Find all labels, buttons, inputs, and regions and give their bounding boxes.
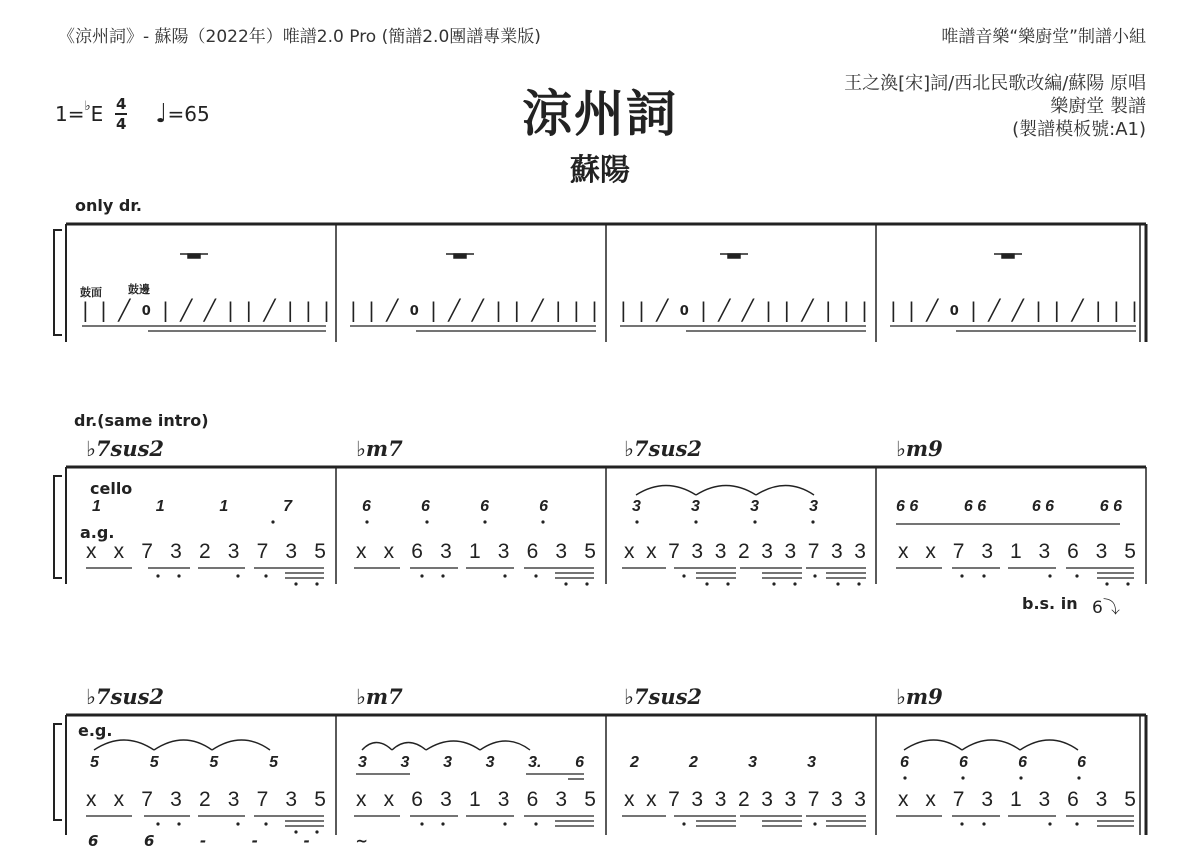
cello-bar-3 [632, 498, 818, 516]
note: 5 [314, 540, 326, 563]
drum-note: 0 [141, 304, 151, 319]
note: 6 6 [896, 498, 919, 515]
drum-label-head: 鼓面 [80, 286, 102, 299]
note: x [113, 540, 125, 563]
note: 3 [748, 754, 757, 771]
drum-note: | [513, 298, 521, 322]
drum-bar-2 [350, 298, 598, 322]
drum-note: | [554, 298, 562, 322]
drum-note: ╱ [180, 298, 193, 322]
drum-note: | [1035, 298, 1042, 322]
system-1-frame [54, 224, 1146, 342]
note: 3 [485, 754, 495, 771]
drum-note: | [227, 298, 234, 322]
note: x [86, 788, 97, 811]
note: 6 [421, 498, 430, 515]
bass-note-pickup: 6⤵ [1092, 598, 1120, 618]
note: 1 [155, 498, 165, 515]
drum-note: ╱ [1071, 298, 1084, 322]
note: 3 [170, 788, 182, 811]
note: 2 [198, 788, 211, 811]
drum-note: ╱ [386, 298, 399, 322]
drum-note: | [368, 298, 375, 322]
instrument-label-cello: cello [90, 479, 133, 498]
note: 6 [1077, 754, 1086, 771]
drum-note: | [495, 298, 502, 322]
drum-bar-4 [890, 298, 1138, 322]
note: x [925, 788, 936, 811]
drum-note: | [286, 298, 294, 322]
cutoff-row [88, 832, 368, 850]
song-title: 涼州詞 [522, 85, 678, 143]
note: 3 [691, 788, 704, 811]
note: x [646, 540, 657, 563]
note: - [303, 832, 310, 850]
note: x [113, 788, 125, 811]
drum-note: ╱ [263, 298, 276, 322]
eg-bar-4 [900, 754, 1086, 772]
note: 3 [440, 540, 452, 563]
note: 3 [1095, 788, 1108, 811]
drum-note: | [700, 298, 707, 322]
note: 3 [1038, 788, 1051, 811]
note: 1 [219, 498, 229, 515]
drum-note: ╱ [471, 298, 484, 322]
drum-note: | [245, 298, 253, 322]
cello-bar-1 [92, 498, 292, 516]
note: 5 [209, 754, 219, 771]
instrument-label-ag: a.g. [80, 523, 115, 542]
ag-bar-4 [898, 540, 1136, 564]
note: 3 [285, 540, 298, 563]
note: 3 [285, 788, 298, 811]
note: 5 [90, 754, 99, 771]
singer-name: 蘇陽 [570, 153, 630, 188]
note: 3. [528, 754, 542, 771]
note: x [624, 788, 635, 811]
note: 3 [807, 754, 816, 771]
drum-note: | [573, 298, 580, 322]
chord-symbol: ♭7sus2 [624, 436, 703, 461]
eg-bar-1 [90, 754, 278, 772]
note: 6 [362, 498, 371, 515]
note: 5 [1124, 540, 1136, 563]
eg-bar-3 [630, 754, 816, 772]
note: 6 6 [1031, 498, 1055, 515]
key-prefix: 1= [55, 102, 85, 126]
note: 3 [443, 754, 452, 771]
note: 3 [691, 498, 700, 515]
drum-note: ╱ [926, 298, 939, 322]
credit-line: (製譜模板號:A1) [1012, 119, 1146, 140]
note: 3 [497, 540, 510, 563]
note: 2 [630, 754, 639, 771]
drum-note: | [783, 298, 791, 322]
note: 6 [144, 832, 155, 850]
note: 3 [227, 540, 240, 563]
drum-note: | [970, 298, 977, 322]
chord-symbol: ♭m9 [896, 436, 943, 461]
drum-note: 0 [949, 304, 959, 319]
note: 6 6 [963, 498, 987, 515]
note: 3 [714, 540, 727, 563]
note: x [898, 540, 909, 563]
note: 6 [411, 540, 423, 563]
note: - [251, 832, 259, 850]
note: 3 [784, 540, 797, 563]
bass-in-label: b.s. in [1022, 594, 1078, 613]
note: 3 [831, 788, 843, 811]
note: 1 [468, 540, 481, 563]
credit-line: 樂廚堂 製譜 [1050, 96, 1146, 117]
note: 6 [480, 498, 489, 515]
ag-bar-1 [86, 540, 326, 564]
drum-note: | [1131, 298, 1138, 322]
note: 6 [539, 498, 548, 515]
note: x [86, 540, 97, 563]
drum-note: ╱ [1011, 298, 1024, 322]
note: 5 [584, 540, 596, 563]
drum-note: | [350, 298, 357, 322]
note: 3 [555, 540, 568, 563]
note: 7 [256, 540, 269, 563]
note: 5 [314, 788, 326, 811]
note: x [356, 540, 367, 563]
note: 1 [1009, 540, 1022, 563]
note: 6 [1067, 788, 1079, 811]
chord-symbol: ♭m7 [356, 436, 403, 461]
drum-note: | [100, 298, 107, 322]
drum-note: | [305, 298, 312, 322]
note: 3 [497, 788, 510, 811]
score-header-right: 唯譜音樂“樂廚堂”制譜小組 [941, 27, 1146, 47]
note: x [624, 540, 635, 563]
note: x [356, 788, 367, 811]
drum-note: | [908, 298, 915, 322]
note: - [200, 832, 207, 850]
note: 1 [92, 498, 101, 515]
drum-note: | [638, 298, 645, 322]
drum-bar-1 [82, 298, 330, 322]
note: 5 [1124, 788, 1136, 811]
drum-note: | [765, 298, 772, 322]
chord-symbol: ♭m7 [356, 684, 403, 709]
drum-note: | [1094, 298, 1102, 322]
note: 7 [668, 540, 680, 563]
note: 3 [227, 788, 240, 811]
drum-label-rim: 鼓邊 [128, 283, 150, 296]
section-label: dr.(same intro) [74, 411, 209, 430]
note: 3 [761, 788, 773, 811]
drum-note: | [1053, 298, 1061, 322]
note: 7 [141, 540, 153, 563]
time-top: 4 [116, 95, 127, 113]
chord-symbol: ♭m9 [896, 684, 943, 709]
note: x [383, 788, 395, 811]
note: 6 [575, 754, 584, 771]
note: x [898, 788, 909, 811]
note: 3 [750, 498, 759, 515]
note: 6 [1018, 754, 1027, 771]
note: 2 [198, 540, 211, 563]
flat-sign: ♭ [84, 98, 91, 114]
drum-note: ╱ [118, 298, 131, 322]
ag2-bar-4 [898, 788, 1136, 812]
note: x [646, 788, 657, 811]
drum-note: ╱ [741, 298, 754, 322]
note: x [925, 540, 936, 563]
cello-bar-4 [896, 498, 1122, 516]
drum-note: | [430, 298, 437, 322]
note: 2 [689, 754, 698, 771]
ag-bar-3 [624, 540, 866, 564]
section-label: only dr. [75, 196, 143, 215]
drum-note: | [323, 298, 330, 322]
note: 3 [809, 498, 818, 515]
note: 6 [526, 788, 539, 811]
note: 3 [1038, 540, 1051, 563]
note: 3 [400, 754, 410, 771]
note: 1 [1009, 788, 1022, 811]
note: 3 [784, 788, 797, 811]
note: 3 [440, 788, 452, 811]
note: 7 [807, 788, 820, 811]
drum-note: | [843, 298, 850, 322]
ag2-bar-1 [86, 788, 326, 812]
score-header-left: 《涼州詞》- 蘇陽（2022年）唯譜2.0 Pro (簡譜2.0團譜專業版) [58, 27, 541, 47]
drum-note: ╱ [203, 298, 216, 322]
note: x [383, 540, 395, 563]
note: 1 [468, 788, 481, 811]
drum-note: | [1113, 298, 1120, 322]
drum-note: | [162, 298, 169, 322]
quarter-note-icon: ♩ [155, 99, 168, 129]
note: 6 [411, 788, 423, 811]
note: 3 [761, 540, 773, 563]
note: 5 [269, 754, 278, 771]
drum-note: ╱ [801, 298, 814, 322]
key-note: E [90, 102, 104, 126]
system-3-frame [54, 715, 1146, 835]
chord-symbol: ♭7sus2 [86, 684, 165, 709]
cello-bar-2 [362, 498, 548, 516]
eg-bar-2 [358, 754, 584, 772]
drum-note: | [824, 298, 832, 322]
instrument-label-eg: e.g. [78, 721, 113, 740]
note: 6 [88, 832, 99, 850]
chord-symbol: ♭7sus2 [86, 436, 165, 461]
system-2-frame [54, 467, 1146, 584]
drum-note: ╱ [531, 298, 544, 322]
note: 6 6 [1099, 498, 1122, 515]
note: 2 [737, 540, 750, 563]
note: 7 [283, 498, 292, 515]
drum-note: ╱ [718, 298, 731, 322]
note: 3 [632, 498, 641, 515]
ag-bar-2 [356, 540, 596, 564]
note: 6 [959, 754, 968, 771]
note: 7 [141, 788, 153, 811]
credit-line: 王之渙[宋]詞/西北民歌改編/蘇陽 原唱 [844, 73, 1146, 94]
note: 3 [555, 788, 568, 811]
note: 7 [256, 788, 269, 811]
note: ~ [355, 832, 368, 850]
note: 7 [952, 788, 965, 811]
note: 5 [584, 788, 596, 811]
drum-note: ╱ [448, 298, 461, 322]
drum-bar-3 [620, 298, 868, 322]
ag2-bar-2 [356, 788, 596, 812]
drum-note: | [890, 298, 897, 322]
note: 6 [900, 754, 909, 771]
drum-note: | [861, 298, 868, 322]
note: 7 [952, 540, 965, 563]
drum-note: | [620, 298, 627, 322]
chord-symbol: ♭7sus2 [624, 684, 703, 709]
note: 5 [149, 754, 159, 771]
note: 3 [691, 540, 704, 563]
note: 3 [714, 788, 727, 811]
note: 3 [358, 754, 367, 771]
drum-note: | [82, 298, 89, 322]
ag2-bar-3 [624, 788, 866, 812]
drum-note: ╱ [656, 298, 669, 322]
note: 3 [854, 540, 866, 563]
note: 7 [668, 788, 680, 811]
note: 3 [854, 788, 866, 811]
note: 3 [981, 540, 994, 563]
time-bottom: 4 [116, 115, 127, 133]
note: 3 [831, 540, 843, 563]
note: 2 [737, 788, 750, 811]
note: 3 [1095, 540, 1108, 563]
note: 6 [526, 540, 539, 563]
drum-note: 0 [409, 304, 419, 319]
drum-note: 0 [679, 304, 689, 319]
note: 3 [981, 788, 994, 811]
note: 3 [170, 540, 182, 563]
note: 7 [807, 540, 820, 563]
drum-note: | [591, 298, 598, 322]
drum-note: ╱ [988, 298, 1001, 322]
tempo-value: =65 [167, 102, 210, 126]
note: 6 [1067, 540, 1079, 563]
